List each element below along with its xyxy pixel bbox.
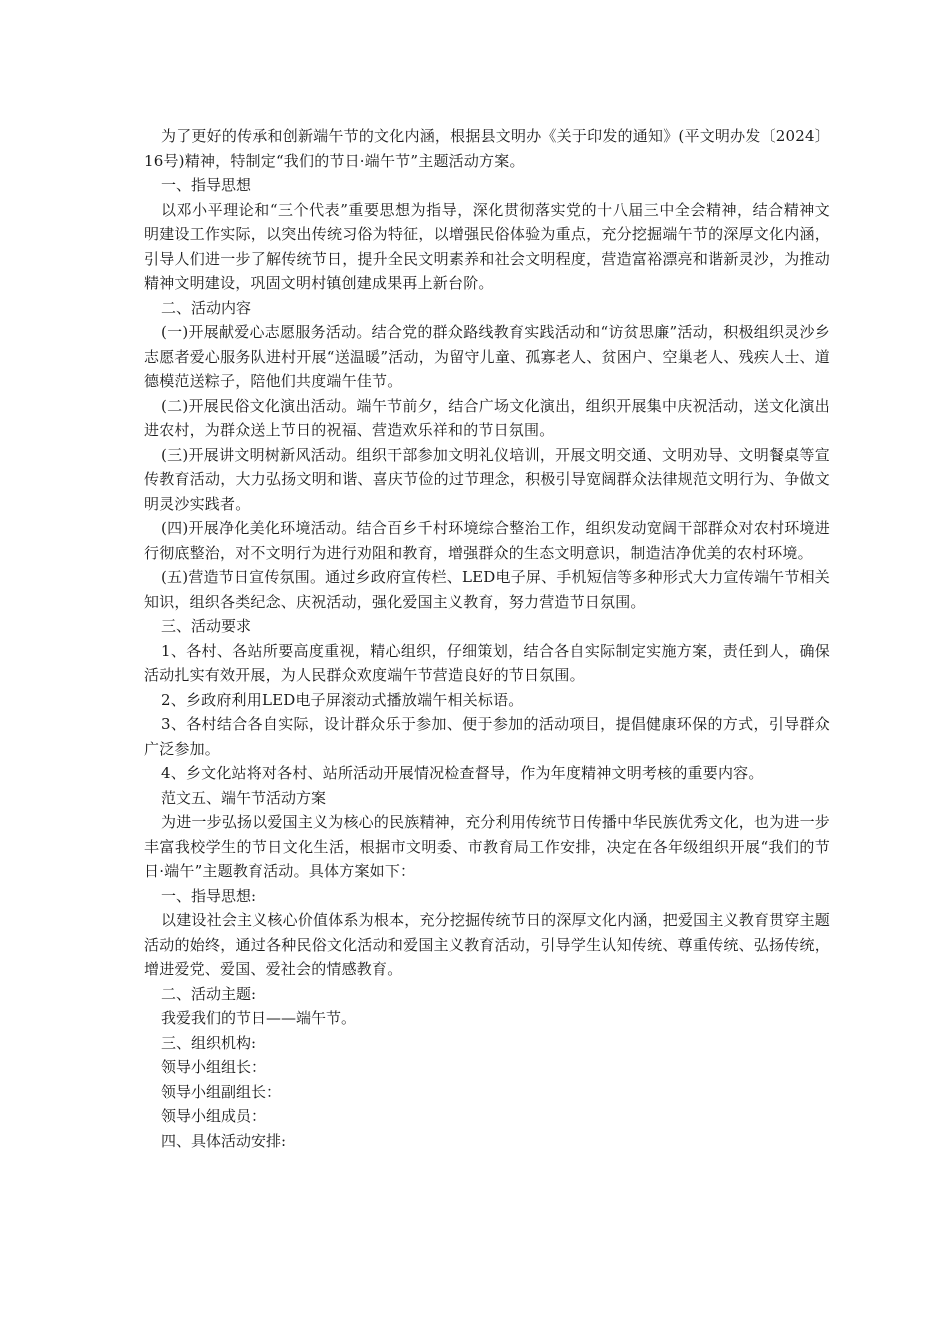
section-heading: 范文五、端午节活动方案 [161,788,327,807]
body-paragraph: (一)开展献爱心志愿服务活动。结合党的群众路线教育实践活动和“访贫思廉”活动，积极组织灵沙乡志愿者爱心服务队进村开展“送温暖”活动，为留守儿童、孤寡老人、贫困户、空巢老人、残疾人士、道德模范送粽子，陪他们共度端午佳节。 [144,323,830,390]
section-heading: 二、活动主题: [161,984,257,1003]
body-paragraph: 3、各村结合各自实际，设计群众乐于参加、便于参加的活动项目，提倡健康环保的方式，引导群众广泛参加。 [144,715,830,758]
org-line: 领导小组组长： [161,1058,267,1076]
section-heading: 二、活动内容 [161,298,252,317]
body-paragraph: (四)开展净化美化环境活动。结合百乡千村环境综合整治工作，组织发动宽阔干部群众对农村环境进行彻底整治，对不文明行为进行劝阻和教育，增强群众的生态文明意识，制造洁净优美的农村环境。 [144,519,830,562]
org-line: 领导小组副组长： [161,1082,282,1101]
section-heading: 一、指导思想: [161,886,257,905]
body-paragraph: 1、各村、各站所要高度重视，精心组织，仔细策划，结合各自实际制定实施方案，责任到人，确保活动扎实有效开展，为人民群众欢度端午节营造良好的节日氛围。 [144,641,830,684]
section-heading: 三、组织机构: [161,1033,257,1052]
body-paragraph: 以建设社会主义核心价值体系为根本，充分挖掘传统节日的深厚文化内涵，把爱国主义教育贯穿主题活动的始终，通过各种民俗文化活动和爱国主义教育活动，引导学生认知传统、尊重传统、弘扬传统，增进爱党、爱国、爱社会的情感教育。 [144,911,830,978]
intro-paragraph: 为了更好的传承和创新端午节的文化内涵，根据县文明办《关于印发的通知》(平文明办发〔2024〕16号)精神，特制定“我们的节日·端午节”主题活动方案。 [144,127,830,170]
body-paragraph: 2、乡政府利用LED电子屏滚动式播放端午相关标语。 [161,690,524,709]
theme-line: 我爱我们的节日——端午节。 [161,1009,357,1027]
body-paragraph: 以邓小平理论和“三个代表”重要思想为指导，深化贯彻落实党的十八届三中全会精神，结合精神文明建设工作实际，以突出传统习俗为特征，以增强民俗体验为重点，充分挖掘端午节的深厚文化内涵，引导人们进一步了解传统节日，提升全民文明素养和社会文明程度，营造富裕漂亮和谐新灵沙，为推动精神文明建设，巩固文明村镇创建成果再上新台阶。 [144,200,830,292]
body-paragraph: 4、乡文化站将对各村、站所活动开展情况检查督导，作为年度精神文明考核的重要内容。 [161,764,764,782]
body-paragraph: 为进一步弘扬以爱国主义为核心的民族精神，充分利用传统节日传播中华民族优秀文化，也为进一步丰富我校学生的节日文化生活，根据市文明委、市教育局工作安排，决定在各年级组织开展“我们的节日·端午”主题教育活动。具体方案如下： [144,813,830,880]
body-paragraph: (三)开展讲文明树新风活动。组织干部参加文明礼仪培训，开展文明交通、文明劝导、文明餐桌等宣传教育活动，大力弘扬文明和谐、喜庆节俭的过节理念，积极引导宽阔群众法律规范文明行为、争做文明灵沙实践者。 [144,445,830,513]
section-heading: 三、活动要求 [161,617,252,635]
section-heading: 一、指导思想 [161,176,252,194]
org-line: 领导小组成员： [161,1107,267,1125]
body-paragraph: (五)营造节日宣传氛围。通过乡政府宣传栏、LED电子屏、手机短信等多种形式大力宣传端午节相关知识，组织各类纪念、庆祝活动，强化爱国主义教育，努力营造节日氛围。 [144,568,830,611]
body-paragraph: (二)开展民俗文化演出活动。端午节前夕，结合广场文化演出，组织开展集中庆祝活动，送文化演出进农村，为群众送上节日的祝福、营造欢乐祥和的节日氛围。 [144,396,830,439]
document-body [144,124,830,1153]
section-heading: 四、具体活动安排: [161,1131,287,1150]
